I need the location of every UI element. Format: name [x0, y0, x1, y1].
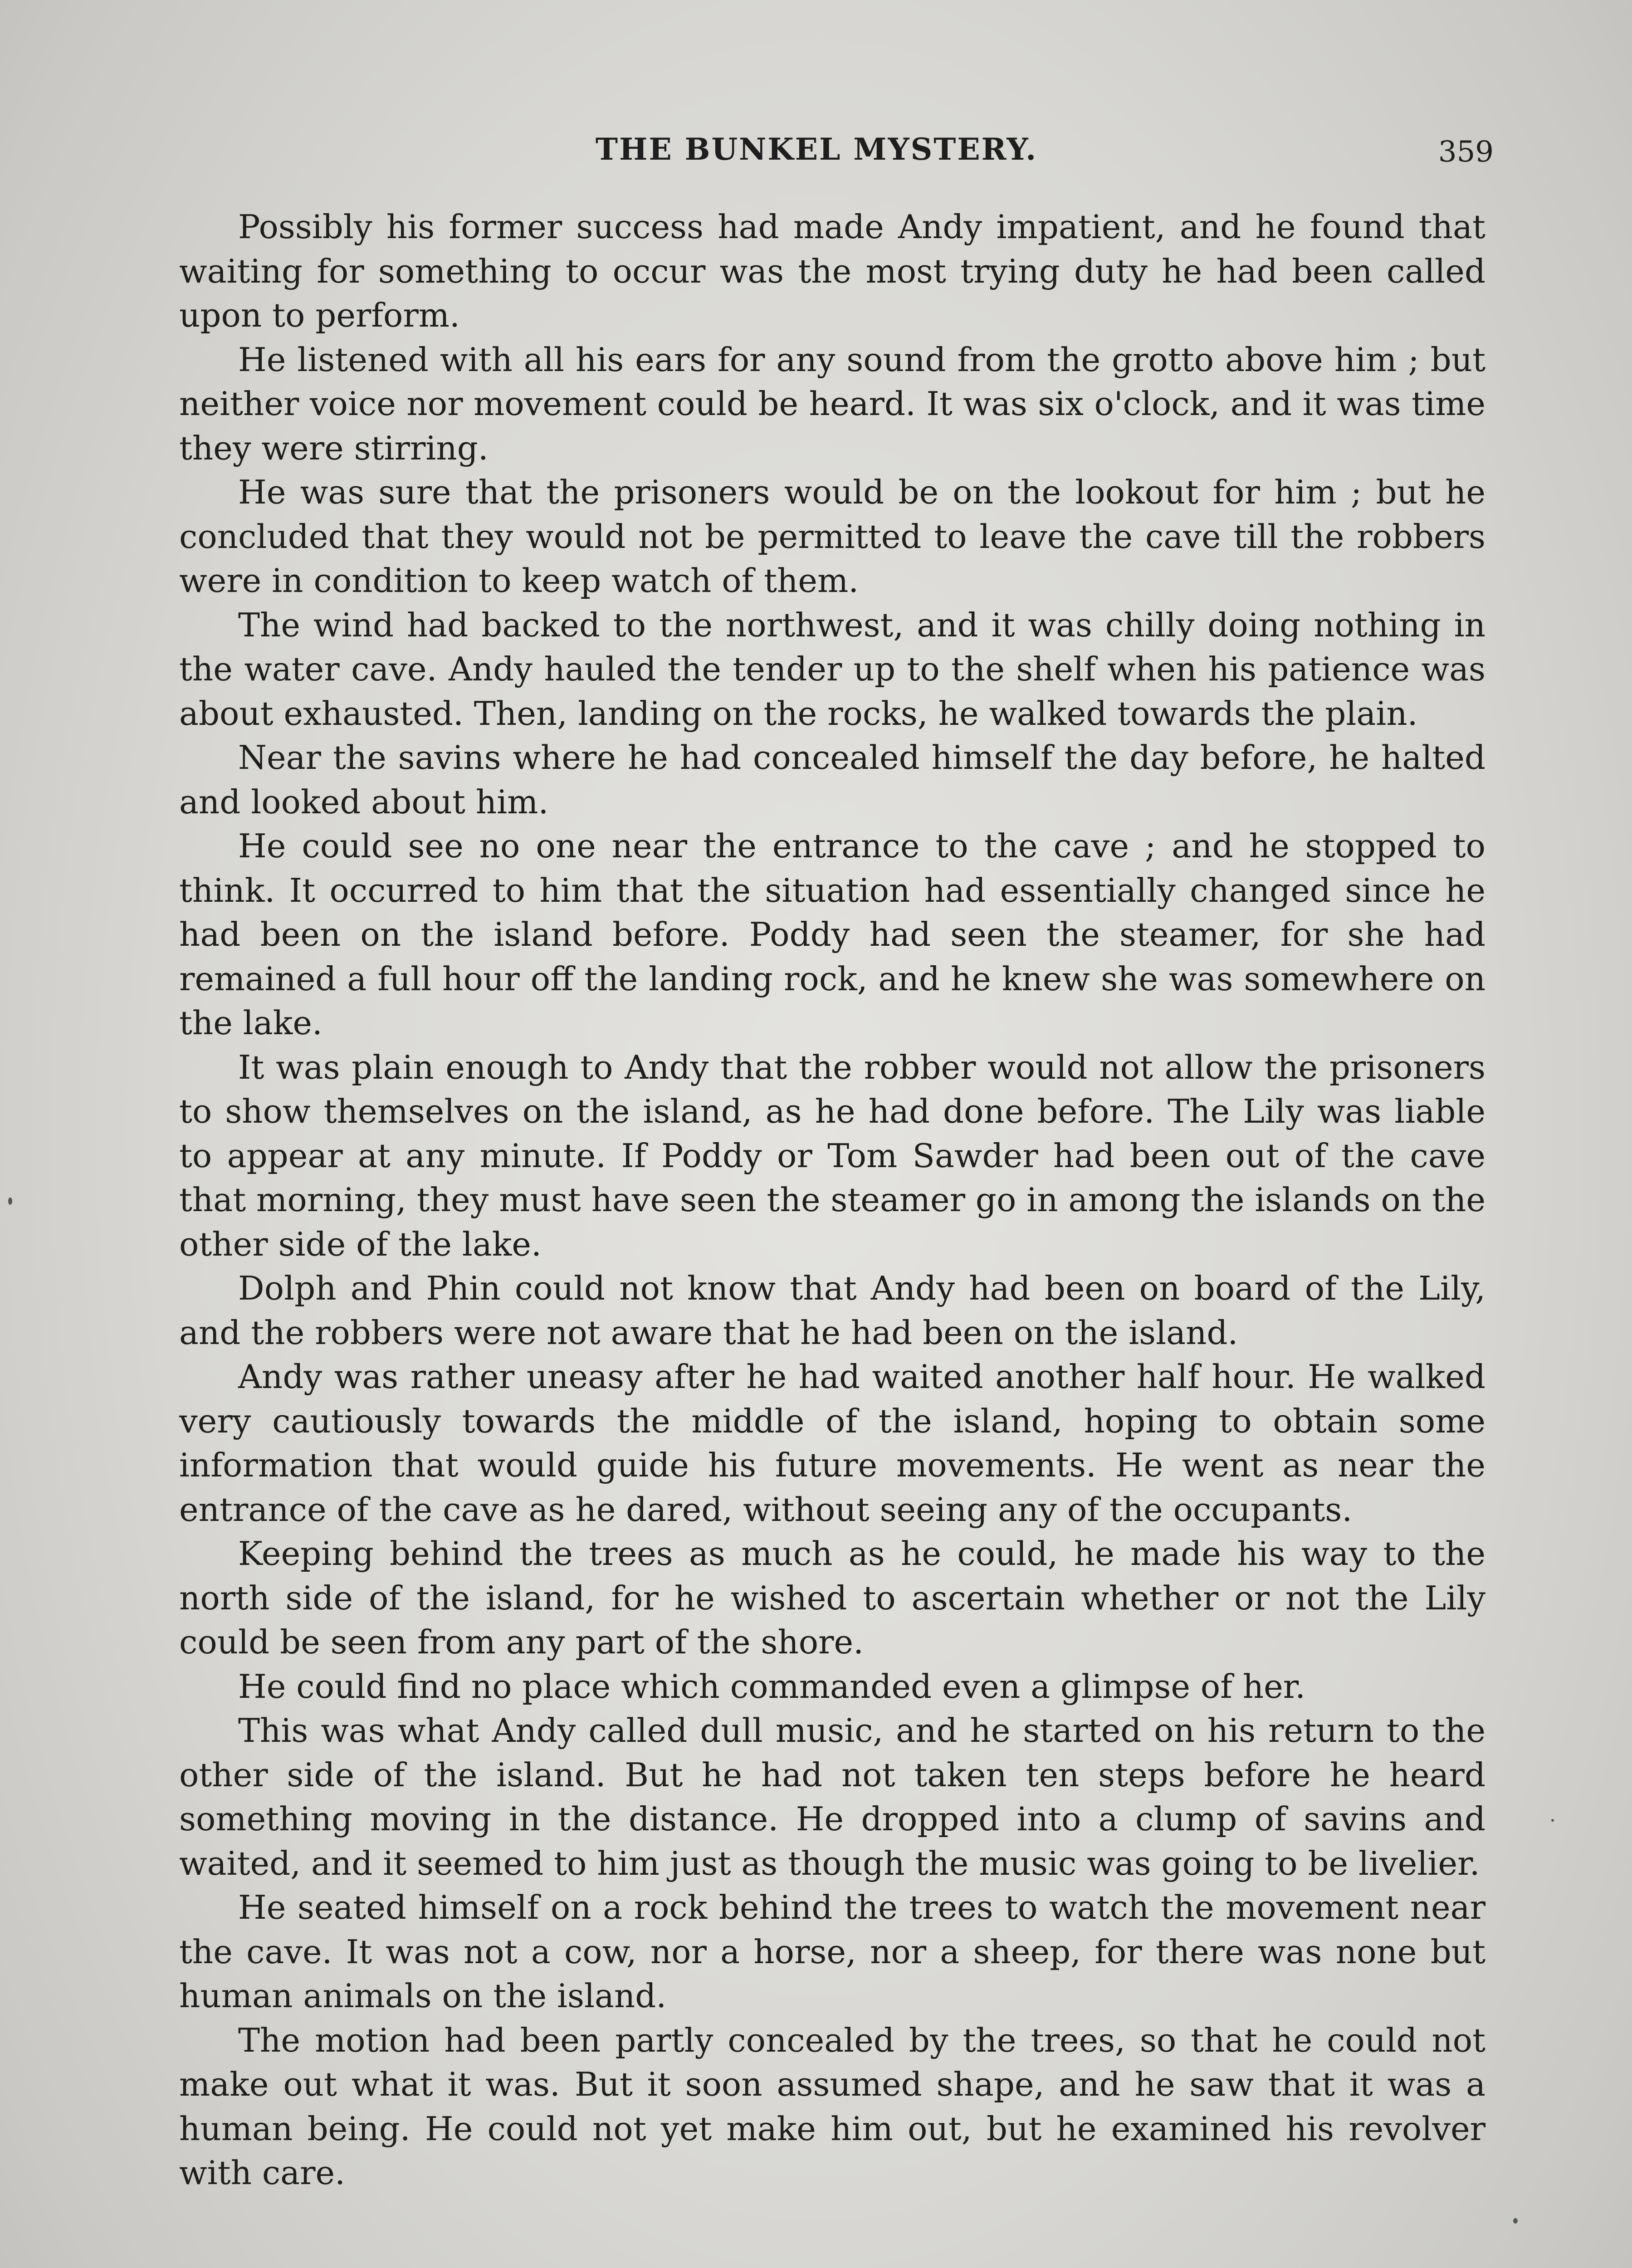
paragraph: It was plain enough to Andy that the robber would not allow the prisoners to show themselves on the island, as he had done before. The Lily was liable to appear at any minute. If Poddy or Tom Sawder had been out of the cave that morning, they must have seen the steamer go in among the islands on the other side of the lake. [179, 1048, 1485, 1263]
paragraph: He listened with all his ears for any sound from the grotto above him ; but neither voice nor movement could be heard. It was six o'clock, and it was time they were stirring. [179, 340, 1485, 467]
paragraph: Keeping behind the trees as much as he could, he made his way to the north side of the island, for he wished to ascertain whether or not the Lily could be seen from any part of the shore. [179, 1535, 1485, 1661]
paragraph: He seated himself on a rock behind the trees to watch the movement near the cave. It was not a cow, nor a horse, nor a sheep, for there was none but human animals on the island. [179, 1888, 1485, 2015]
paragraph: He could find no place which commanded even a glimpse of her. [238, 1667, 1306, 1706]
paper-speck [8, 1198, 12, 1205]
paragraph: He could see no one near the entrance to the cave ; and he stopped to think. It occurred to him that the situation had essentially changed since he had been on the island before. Poddy had seen the steamer, for she had remained a full hour off the landing rock, and he knew she was somewhere on the lake. [179, 827, 1485, 1042]
paragraph: Near the savins where he had concealed himself the day before, he halted and looked about him. [179, 738, 1485, 821]
page-number: 359 [1438, 135, 1494, 169]
paper-speck [1551, 1819, 1554, 1822]
paragraph: Andy was rather uneasy after he had waited another half hour. He walked very cautiously towards the middle of the island, hoping to obtain some information that would guide his future movements. He went as near the entrance of the cave as he dared, without seeing any of the occupants. [179, 1358, 1485, 1529]
running-header-title: THE BUNKEL MYSTERY. [595, 132, 1038, 167]
paper-speck [1513, 2218, 1518, 2224]
body-text [179, 205, 1485, 2195]
paragraph: This was what Andy called dull music, and he started on his return to the other side of the island. But he had not taken ten steps before he heard something moving in the distance. He dropped into a clump of savins and waited, and it seemed to him just as though the music was going to be livelier. [179, 1711, 1485, 1882]
paragraph: Possibly his former success had made Andy impatient, and he found that waiting for something to occur was the most trying duty he had been called upon to perform. [179, 208, 1485, 334]
paragraph: The wind had backed to the northwest, and it was chilly doing nothing in the water cave. Andy hauled the tender up to the shelf when his patience was about exhausted. Then, landing on the rocks, he walked towards the plain. [179, 606, 1485, 733]
paragraph: He was sure that the prisoners would be on the lookout for him ; but he concluded that they would not be permitted to leave the cave till the robbers were in condition to keep watch of them. [179, 473, 1485, 600]
paragraph: Dolph and Phin could not know that Andy had been on board of the Lily, and the robbers were not aware that he had been on the island. [179, 1269, 1485, 1352]
paragraph: The motion had been partly concealed by the trees, so that he could not make out what it was. But it soon assumed shape, and he saw that it was a human being. He could not yet make him out, but he examined his revolver with care. [179, 2021, 1485, 2192]
